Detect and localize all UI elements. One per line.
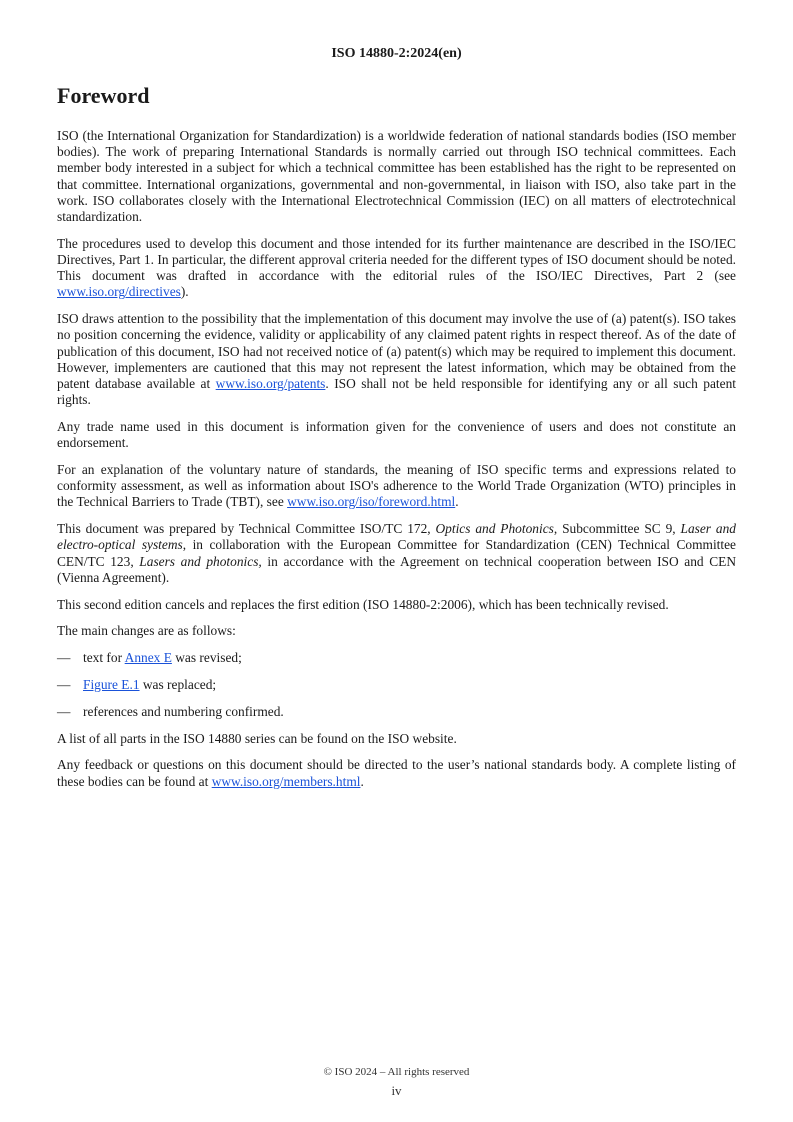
link-members[interactable]: www.iso.org/members.html xyxy=(211,773,361,789)
paragraph-procedures: The procedures used to develop this document and those intended for its further maintenance are described in the ISO/IEC Directives, Part 1. In particular, the different approval criteria needed for the different types of ISO document should be noted. This document was drafted in accordance with the editorial rules of the ISO/IEC Directives, Part 2 (see www.iso.org/directives). xyxy=(57,235,736,300)
dash-bullet: — xyxy=(57,703,71,719)
paragraph-main-changes: The main changes are as follows: xyxy=(57,623,236,639)
link-figure-e1[interactable]: Figure E.1 xyxy=(83,677,140,693)
paragraph-voluntary-nature: For an explanation of the voluntary nature of standards, the meaning of ISO specific terms and expressions related to conformity assessment, as well as information about ISO's adherence to the World Trade Organization (WTO) principles in the Technical Barriers to Trade (TBT), see www.iso.org/iso/foreword.html. xyxy=(57,462,736,510)
paragraph-feedback: Any feedback or questions on this document should be directed to the user’s national standards body. A complete listing of these bodies can be found at www.iso.org/members.html. xyxy=(57,757,736,789)
page-number: iv xyxy=(391,1083,402,1098)
link-directives[interactable]: www.iso.org/directives xyxy=(57,284,181,300)
foreword-body xyxy=(57,128,736,800)
list-item: — text for Annex E was revised; xyxy=(57,650,242,666)
page-title: Foreword xyxy=(57,83,150,108)
paragraph-series-list: A list of all parts in the ISO 14880 series can be found on the ISO website. xyxy=(57,730,457,746)
paragraph-patents: ISO draws attention to the possibility that the implementation of this document may involve the use of (a) patent(s). ISO takes no position concerning the evidence, validity or applicability of any claimed patent rights in respect thereof. As of the date of publication of this document, ISO had not received notice of (a) patent(s) which may be required to implement this document. However, implementers are cautioned that this may not represent the latest information, which may be obtained from the patent database available at www.iso.org/patents. ISO shall not be held responsible for identifying any or all such patent rights. xyxy=(57,311,736,408)
paragraph-prepared-by: This document was prepared by Technical Committee ISO/TC 172, Optics and Photonics, Subcommittee SC 9, Laser and electro-optical systems, in collaboration with the European Committee for Standardization (CEN) Technical Committee CEN/TC 123, Lasers and photonics, in accordance with the Agreement on technical cooperation between ISO and CEN (Vienna Agreement). xyxy=(57,521,737,585)
paragraph-iso-intro: ISO (the International Organization for Standardization) is a worldwide federation of national standards bodies (ISO member bodies). The work of preparing International Standards is normally carried out through ISO technical committees. Each member body interested in a subject for which a technical committee has been established has the right to be represented on that committee. International organizations, governmental and non-governmental, in liaison with ISO, also take part in the work. ISO collaborates closely with the International Electrotechnical Commission (IEC) on all matters of electrotechnical standardization. xyxy=(57,128,736,225)
link-annex-e[interactable]: Annex E xyxy=(124,650,172,666)
document-id-header: ISO 14880-2:2024(en) xyxy=(331,46,462,61)
link-patents[interactable]: www.iso.org/patents xyxy=(215,376,326,392)
dash-bullet: — xyxy=(57,677,71,693)
copyright-footer: © ISO 2024 – All rights reserved xyxy=(323,1066,470,1078)
paragraph-trade-name: Any trade name used in this document is information given for the convenience of users and does not constitute an endorsement. xyxy=(57,419,736,451)
list-item: — Figure E.1 was replaced; xyxy=(57,677,217,693)
dash-bullet: — xyxy=(57,650,71,666)
link-foreword[interactable]: www.iso.org/iso/foreword.html xyxy=(287,494,456,510)
list-item: — references and numbering confirmed. xyxy=(57,703,284,719)
paragraph-edition: This second edition cancels and replaces the first edition (ISO 14880-2:2006), which has been technically revised. xyxy=(57,596,669,612)
